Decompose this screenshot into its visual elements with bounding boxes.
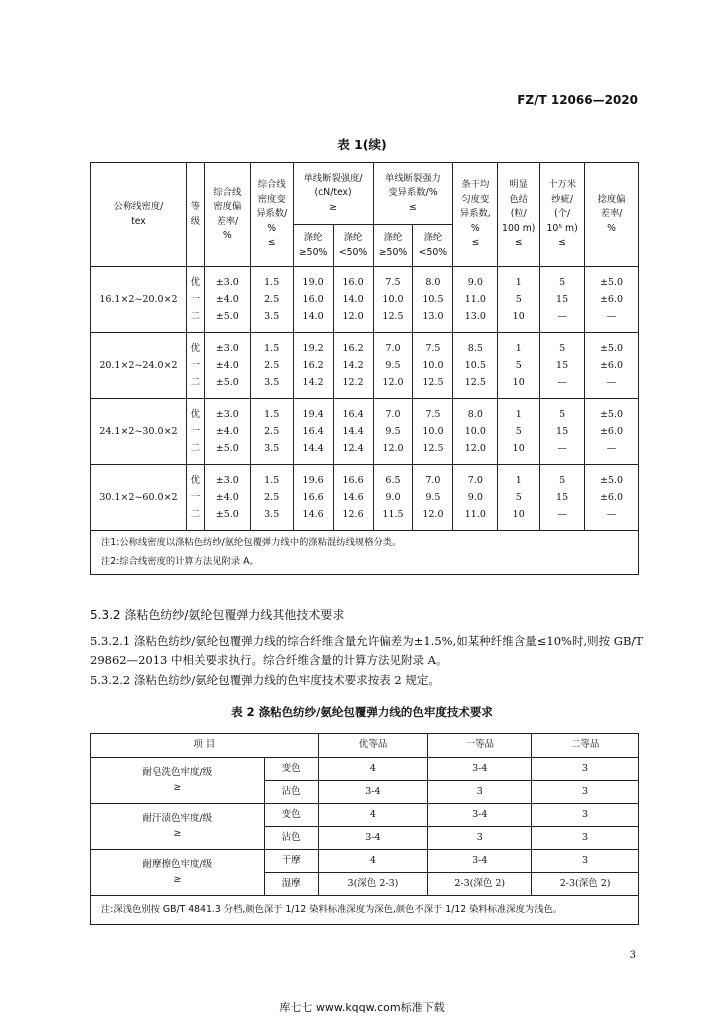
- cell-evenness: 7.0 9.0 11.0: [453, 465, 498, 531]
- cell-density: 30.1×2~60.0×2: [91, 465, 187, 531]
- cell-item-rubbing: 耐摩擦色牢度/级 ≥: [91, 850, 265, 896]
- header-grade: 等 级: [186, 163, 204, 267]
- table-row: [91, 758, 639, 781]
- cell-cv-2: 8.0 10.5 13.0: [413, 267, 453, 333]
- cell-grades: 优 一 二: [186, 465, 204, 531]
- header-slubs: 十万米 纱疵/ (个/ 10⁵ m) ≤: [540, 163, 585, 267]
- header-cv-sub1: 涤纶 ≥50%: [373, 225, 413, 267]
- cell-g3: 2-3(深色 2): [532, 873, 639, 896]
- cell-comp-cv: 1.5 2.5 3.5: [250, 267, 293, 333]
- cell-comp-dev: ±3.0 ±4.0 ±5.0: [204, 465, 250, 531]
- table-row: [91, 399, 639, 465]
- table1-notes: 注1:公称线密度以涤粘色纺纱/氨纶包覆弹力线中的涤粘混纺线规格分类。 注2:综合线密度的计算方法见附录 A。: [91, 531, 639, 575]
- header-comp-cv: 综合线 密度变 异系数/ % ≤: [250, 163, 293, 267]
- cell-sub: 沾色: [264, 827, 318, 850]
- header-strength-sub1: 涤纶 ≥50%: [293, 225, 333, 267]
- section-5-3-2-title: 5.3.2 涤粘色纺纱/氨纶包覆弹力线其他技术要求: [90, 608, 345, 622]
- table2: [90, 733, 639, 925]
- cell-g1: 4: [318, 850, 428, 873]
- header-grade-first: 一等品: [428, 734, 532, 758]
- header-cv-sub2: 涤纶 <50%: [413, 225, 453, 267]
- cell-g3: 3: [532, 850, 639, 873]
- header-strength-sub2: 涤纶 <50%: [333, 225, 373, 267]
- cell-g3: 3: [532, 758, 639, 781]
- cell-evenness: 8.0 10.0 12.0: [453, 399, 498, 465]
- cell-comp-dev: ±3.0 ±4.0 ±5.0: [204, 399, 250, 465]
- table1: [90, 162, 639, 575]
- cell-g3: 3: [532, 781, 639, 804]
- cell-knots: 1 5 10: [498, 333, 540, 399]
- cell-comp-dev: ±3.0 ±4.0 ±5.0: [204, 267, 250, 333]
- cell-grades: 优 一 二: [186, 333, 204, 399]
- header-grade-superior: 优等品: [318, 734, 428, 758]
- cell-g3: 3: [532, 827, 639, 850]
- cell-sub: 变色: [264, 758, 318, 781]
- cell-slubs: 5 15 —: [540, 267, 585, 333]
- cell-g2: 3-4: [428, 804, 532, 827]
- cell-cv-2: 7.5 10.0 12.5: [413, 333, 453, 399]
- cell-grades: 优 一 二: [186, 267, 204, 333]
- cell-knots: 1 5 10: [498, 465, 540, 531]
- cell-knots: 1 5 10: [498, 267, 540, 333]
- cell-cv-1: 7.0 9.5 12.0: [373, 399, 413, 465]
- table-row: [91, 267, 639, 333]
- standard-code: FZ/T 12066—2020: [517, 93, 638, 107]
- cell-g1: 4: [318, 758, 428, 781]
- cell-g2: 3: [428, 781, 532, 804]
- cell-strength-2: 16.2 14.2 12.2: [333, 333, 373, 399]
- table-row: [91, 333, 639, 399]
- cell-g1: 3(深色 2-3): [318, 873, 428, 896]
- cell-g2: 3: [428, 827, 532, 850]
- cell-comp-cv: 1.5 2.5 3.5: [250, 333, 293, 399]
- header-strength: 单线断裂强度/ (cN/tex) ≥: [293, 163, 373, 225]
- cell-g2: 2-3(深色 2): [428, 873, 532, 896]
- cell-cv-1: 7.5 10.0 12.5: [373, 267, 413, 333]
- cell-evenness: 9.0 11.0 13.0: [453, 267, 498, 333]
- cell-g1: 3-4: [318, 781, 428, 804]
- cell-twist: ±5.0 ±6.0 —: [585, 267, 639, 333]
- cell-twist: ±5.0 ±6.0 —: [585, 399, 639, 465]
- cell-g3: 3: [532, 804, 639, 827]
- cell-comp-dev: ±3.0 ±4.0 ±5.0: [204, 333, 250, 399]
- table2-caption: 表 2 涤粘色纺纱/氨纶包覆弹力线的色牢度技术要求: [231, 705, 493, 719]
- cell-strength-2: 16.6 14.6 12.6: [333, 465, 373, 531]
- table-row: [91, 850, 639, 873]
- cell-density: 16.1×2~20.0×2: [91, 267, 187, 333]
- cell-comp-cv: 1.5 2.5 3.5: [250, 465, 293, 531]
- cell-density: 20.1×2~24.0×2: [91, 333, 187, 399]
- cell-evenness: 8.5 10.5 12.5: [453, 333, 498, 399]
- cell-strength-1: 19.2 16.2 14.2: [293, 333, 333, 399]
- cell-density: 24.1×2~30.0×2: [91, 399, 187, 465]
- page-number: 3: [629, 950, 636, 961]
- cell-sub: 湿摩: [264, 873, 318, 896]
- cell-item-sweat: 耐汗渍色牢度/级 ≥: [91, 804, 265, 850]
- cell-g1: 4: [318, 804, 428, 827]
- header-evenness: 条干均 匀度变 异系数, % ≤: [453, 163, 498, 267]
- table-row: [91, 465, 639, 531]
- cell-grades: 优 一 二: [186, 399, 204, 465]
- cell-slubs: 5 15 —: [540, 333, 585, 399]
- cell-g2: 3-4: [428, 758, 532, 781]
- header-item: 项 目: [91, 734, 319, 758]
- header-strength-cv: 单线断裂强力 变异系数/% ≤: [373, 163, 453, 225]
- cell-strength-1: 19.4 16.4 14.4: [293, 399, 333, 465]
- cell-strength-2: 16.0 14.0 12.0: [333, 267, 373, 333]
- cell-strength-1: 19.6 16.6 14.6: [293, 465, 333, 531]
- cell-sub: 沾色: [264, 781, 318, 804]
- cell-cv-2: 7.5 10.0 12.5: [413, 399, 453, 465]
- cell-sub: 变色: [264, 804, 318, 827]
- paragraph-5-3-2-2: 5.3.2.2 涤粘色纺纱/氨纶包覆弹力线的色牢度技术要求按表 2 规定。: [90, 673, 440, 687]
- cell-strength-2: 16.4 14.4 12.4: [333, 399, 373, 465]
- header-color-knots: 明显 色结 (粒/ 100 m) ≤: [498, 163, 540, 267]
- header-twist-dev: 捻度偏 差率/ %: [585, 163, 639, 267]
- footer-watermark: 库七七 www.kqqw.com标准下载: [279, 1001, 445, 1014]
- paragraph-5-3-2-1: 5.3.2.1 涤粘色纺纱/氨纶包覆弹力线的综合纤维含量允许偏差为±1.5%,如某种纤维含量≤10%时,则按 GB/T 29862—2013 中相关要求执行。综合纤维含量的计算方法见附录 A。: [90, 634, 643, 667]
- cell-twist: ±5.0 ±6.0 —: [585, 465, 639, 531]
- header-comp-dev: 综合线 密度偏 差率/ %: [204, 163, 250, 267]
- cell-sub: 干摩: [264, 850, 318, 873]
- cell-g1: 3-4: [318, 827, 428, 850]
- cell-cv-1: 7.0 9.5 12.0: [373, 333, 413, 399]
- cell-knots: 1 5 10: [498, 399, 540, 465]
- cell-g2: 3-4: [428, 850, 532, 873]
- cell-cv-1: 6.5 9.0 11.5: [373, 465, 413, 531]
- cell-twist: ±5.0 ±6.0 —: [585, 333, 639, 399]
- cell-slubs: 5 15 —: [540, 465, 585, 531]
- cell-item-soap: 耐皂洗色牢度/级 ≥: [91, 758, 265, 804]
- table-row: [91, 804, 639, 827]
- cell-comp-cv: 1.5 2.5 3.5: [250, 399, 293, 465]
- cell-cv-2: 7.0 9.5 12.0: [413, 465, 453, 531]
- cell-strength-1: 19.0 16.0 14.0: [293, 267, 333, 333]
- header-density: 公称线密度/ tex: [91, 163, 187, 267]
- cell-slubs: 5 15 —: [540, 399, 585, 465]
- table1-caption: 表 1(续): [337, 137, 387, 152]
- table2-note: 注:深浅色别按 GB/T 4841.3 分档,颜色深于 1/12 染料标准深度为深色,颜色不深于 1/12 染料标准深度为浅色。: [91, 896, 639, 925]
- header-grade-second: 二等品: [532, 734, 639, 758]
